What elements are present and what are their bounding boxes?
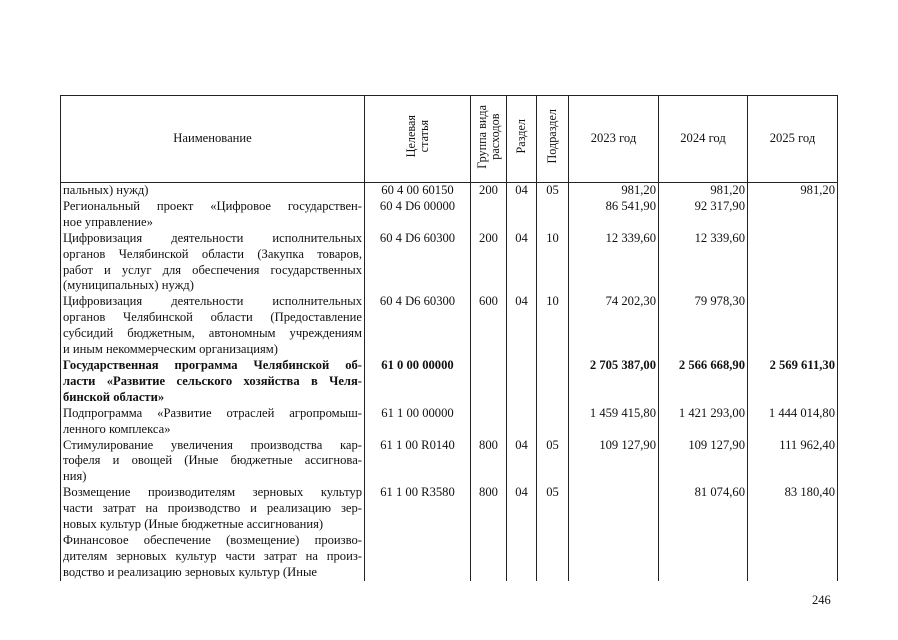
row-name-line: новых культур (Иные бюджетные ассигнования) [63, 517, 324, 532]
row-name [61, 231, 365, 295]
row-target-article: 60 4 D6 60300 [365, 294, 471, 358]
header-2023: 2023 год [569, 96, 659, 183]
row-section [507, 533, 537, 581]
row-value-2025: 1 444 014,80 [748, 406, 838, 438]
row-value-2024: 109 127,90 [659, 438, 748, 486]
row-subsection: 10 [537, 294, 569, 358]
row-value-2024: 1 421 293,00 [659, 406, 748, 438]
row-subsection [537, 358, 569, 406]
table-row [61, 358, 838, 406]
table-body [61, 183, 838, 581]
row-expense-group: 600 [471, 294, 507, 358]
row-name-line: Региональный проект «Цифровое государствен- [63, 198, 362, 213]
row-name [61, 358, 365, 406]
row-subsection: 05 [537, 438, 569, 486]
row-subsection: 10 [537, 231, 569, 295]
row-value-2023: 86 541,90 [569, 199, 659, 231]
row-target-article: 60 4 00 60150 [365, 183, 471, 199]
row-name-line: субсидий бюджетным, автономным учреждениям [63, 326, 362, 341]
row-name-line: Возмещение производителям зерновых культур [63, 485, 362, 500]
row-name-line: ное управление» [63, 214, 153, 229]
row-target-article: 60 4 D6 60300 [365, 231, 471, 295]
table-row [61, 438, 838, 486]
table-header-row [61, 96, 838, 183]
row-name-line: (муниципальных) нужд) [63, 278, 194, 293]
row-value-2023: 2 705 387,00 [569, 358, 659, 406]
row-name [61, 485, 365, 533]
header-target-line2: статья [416, 120, 431, 153]
row-section [507, 199, 537, 231]
table-row [61, 231, 838, 295]
table-row [61, 485, 838, 533]
row-name-line: Цифровизация деятельности исполнительных [63, 230, 362, 245]
row-expense-group: 200 [471, 183, 507, 199]
header-subsection: Подраздел [537, 96, 569, 183]
row-section [507, 358, 537, 406]
table-row [61, 183, 838, 199]
row-expense-group [471, 406, 507, 438]
row-value-2025: 2 569 611,30 [748, 358, 838, 406]
row-section: 04 [507, 438, 537, 486]
row-expense-group: 200 [471, 231, 507, 295]
header-expense-group [471, 96, 507, 183]
row-name-line: Цифровизация деятельности исполнительных [63, 294, 362, 309]
row-name-line: водство и реализацию зерновых культур (Иные [63, 564, 317, 579]
header-target-line1: Целевая [403, 115, 418, 158]
row-name-line: органов Челябинской области (Предоставление [63, 310, 362, 325]
row-target-article: 61 1 00 R3580 [365, 485, 471, 533]
row-name-line: органов Челябинской области (Закупка товаров, [63, 246, 362, 261]
row-value-2025 [748, 533, 838, 581]
row-name-line: Стимулирование увеличения производства кар- [63, 437, 362, 452]
header-2024: 2024 год [659, 96, 748, 183]
row-subsection: 05 [537, 485, 569, 533]
header-group-line1: Группа вида [474, 104, 489, 169]
row-subsection [537, 199, 569, 231]
row-value-2023: 74 202,30 [569, 294, 659, 358]
row-value-2025 [748, 199, 838, 231]
row-target-article: 61 0 00 00000 [365, 358, 471, 406]
page-number: 246 [812, 593, 831, 607]
row-value-2025: 111 962,40 [748, 438, 838, 486]
row-name [61, 406, 365, 438]
row-value-2025: 83 180,40 [748, 485, 838, 533]
row-value-2023: 981,20 [569, 183, 659, 199]
row-name [61, 199, 365, 231]
row-value-2024: 2 566 668,90 [659, 358, 748, 406]
row-name-line: ленного комплекса» [63, 421, 171, 436]
row-name-line: ласти «Развитие сельского хозяйства в Челя- [63, 373, 362, 388]
row-name-line: пальных) нужд) [63, 183, 149, 197]
row-name [61, 533, 365, 581]
header-group-line2: расходов [487, 113, 502, 160]
row-value-2024: 79 978,30 [659, 294, 748, 358]
row-section: 04 [507, 231, 537, 295]
row-name-line: Подпрограмма «Развитие отраслей агропромыш- [63, 405, 362, 420]
table-row [61, 406, 838, 438]
row-expense-group [471, 199, 507, 231]
row-subsection: 05 [537, 183, 569, 199]
row-target-article: 60 4 D6 00000 [365, 199, 471, 231]
row-value-2024 [659, 533, 748, 581]
row-name [61, 438, 365, 486]
row-name-line: части затрат на производство и реализацию зер- [63, 501, 362, 516]
row-expense-group: 800 [471, 485, 507, 533]
row-section [507, 406, 537, 438]
row-name-line: Государственная программа Челябинской об- [63, 357, 362, 372]
row-subsection [537, 533, 569, 581]
row-target-article: 61 1 00 00000 [365, 406, 471, 438]
row-name-line: работ и услуг для обеспечения государственных [63, 262, 362, 277]
row-value-2024: 81 074,60 [659, 485, 748, 533]
row-name-line: бинской области» [63, 389, 165, 404]
row-value-2024: 981,20 [659, 183, 748, 199]
table-row [61, 294, 838, 358]
row-value-2023 [569, 533, 659, 581]
row-value-2025: 981,20 [748, 183, 838, 199]
row-value-2024: 12 339,60 [659, 231, 748, 295]
row-name-line: ния) [63, 469, 87, 484]
row-name-line: тофеля и овощей (Иные бюджетные ассигнова- [63, 453, 362, 468]
header-name: Наименование [61, 96, 365, 183]
row-value-2024: 92 317,90 [659, 199, 748, 231]
row-target-article [365, 533, 471, 581]
row-name [61, 294, 365, 358]
row-value-2023: 12 339,60 [569, 231, 659, 295]
row-name-line: Финансовое обеспечение (возмещение) произво- [63, 532, 362, 547]
row-section: 04 [507, 485, 537, 533]
header-target-article [365, 96, 471, 183]
row-expense-group [471, 358, 507, 406]
row-name-line: дителям зерновых культур части затрат на произ- [63, 548, 362, 563]
table-row [61, 199, 838, 231]
header-2025: 2025 год [748, 96, 838, 183]
row-value-2023 [569, 485, 659, 533]
table-row [61, 533, 838, 581]
row-value-2025 [748, 294, 838, 358]
row-value-2023: 109 127,90 [569, 438, 659, 486]
row-section: 04 [507, 294, 537, 358]
row-name-line: и иным некоммерческим организациям) [63, 342, 278, 357]
row-section: 04 [507, 183, 537, 199]
row-value-2025 [748, 231, 838, 295]
header-section: Раздел [507, 96, 537, 183]
row-name [61, 183, 365, 199]
row-subsection [537, 406, 569, 438]
row-target-article: 61 1 00 R0140 [365, 438, 471, 486]
row-value-2023: 1 459 415,80 [569, 406, 659, 438]
row-expense-group: 800 [471, 438, 507, 486]
budget-table [60, 95, 838, 581]
row-expense-group [471, 533, 507, 581]
